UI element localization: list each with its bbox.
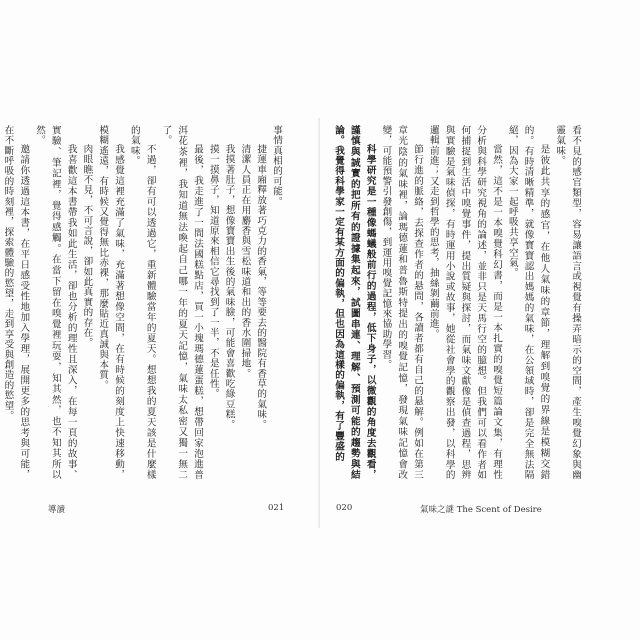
page-number-right: 020 (336, 503, 353, 513)
paragraph: 事情真相的可能。 (271, 125, 282, 207)
paragraph: 我摸著肚子，想像寶寶出生後的氣味臉，可能會喜歡吃綠豆糕。 (223, 144, 235, 430)
paragraph: 當然，這不是一本嗅覺科幻書，而是一本扎實的嗅覺短篇論文集，有理性分析與科學研究視角的論述，並非只是天馬行空的臆想。但我們可以看作者如何捕捉到生活中嗅覺事件，提出質疑與探討，而氣味文獻像是偵查過程，思辨與實驗是氣味偵探，有時運用小說或故事，她從社會學的觀察出發，以科學的邏輯前進；又走到哲學的思考，抽絲剝繭前進。 (427, 125, 503, 480)
paragraph: 肉眼瞧不見，不可言說，卻如此真實的存在。 (81, 144, 93, 349)
paragraph: 看不見的感官類型，容易讓語言或視覺有操弄暗示的空間，產生嗅覺幻象與幽靈氣味。 (554, 125, 581, 480)
paragraph: 是彼此共享的感官，在他人氣味的章節，理解到嗅覺的界線是模糊交錯的。有時清晰精準，就像寶寶認出媽媽的氣味，在公領域時，卻是完全無法隔絕，因為大家一起呼吸共享空氣。 (506, 125, 550, 480)
right-page-text (333, 125, 583, 480)
paragraph: 我喜歡這本書帶我如此生活，卻也分析的理性且深入，在每一頁的故事、實驗、筆記裡，覺得感觸。在當下留在嗅覺裡玩耍，知其然，也不知其所以然。 (34, 125, 77, 480)
paragraph: 節行進的脈絡，去探查作者的悬問，各讀者都有自己的悬解。例如在第三章光陰的氣味裡，論瑪德蓮和普魯斯特提出的嗅覺記憶，發現氣味記憶會改變，可能預警引發創傷，到運用嗅覺記憶來協助學習。 (380, 125, 424, 480)
paragraph: 我感覺這裡充滿了氣味，充滿著想像空間，在有時候的刻度上快速移動，模糊遙遠，有時候又覺得無比赤裸，那麼貼近真誠與本質。 (97, 125, 125, 480)
paragraph: 摸一摸鼻子，知道原來相信它尋找到了一半，不是任性。 (207, 144, 219, 400)
left-page-text (2, 125, 284, 480)
paragraph: 不過，卻有可以透過它，重新體驗當年的夏天。想想我的夏天該是什麼樣的氣味。 (128, 125, 156, 480)
paragraph: 捷運車廂釋放著巧克力的香氣，等等要去的醫院有香草的氣味。 (255, 144, 267, 430)
paragraph: 最後，我走進了一間法國糕點店，買一小塊瑪德蓮蛋糕，想帶回家泡進普洱花茶裡，我知道無法喚起自己哪一年的夏天記憶，氣味太私密又獨一無二了。 (160, 125, 204, 480)
paragraph: 邀請你透過這本書，在平日感受性地加入學理，展開更多的思考與可能，在不斷呼吸的時刻裡，探索體驗的慾望，走到享受與創造的慾望。 (2, 125, 30, 480)
book-title: 氣味之謎 The Scent of Desire (420, 505, 542, 515)
right-page (320, 0, 640, 640)
section-label: 導讀 (48, 505, 66, 515)
paragraph: 清潔人員正在用麝香與雪松味道和出的香水圍掃地。 (239, 144, 251, 379)
page-number-left: 021 (268, 503, 285, 513)
paragraph: 科學研究是一種像螞蟻般前行的過程，低下身子，以微觀的角度去觀看，謹慎與誠實的把所有的證據集起來，試圖串連、理解、預測可能的趨勢與結論。我覺得科學家一定有某方面的偏執，但也因為這樣的偏執，有了豐盛的 (333, 125, 376, 480)
